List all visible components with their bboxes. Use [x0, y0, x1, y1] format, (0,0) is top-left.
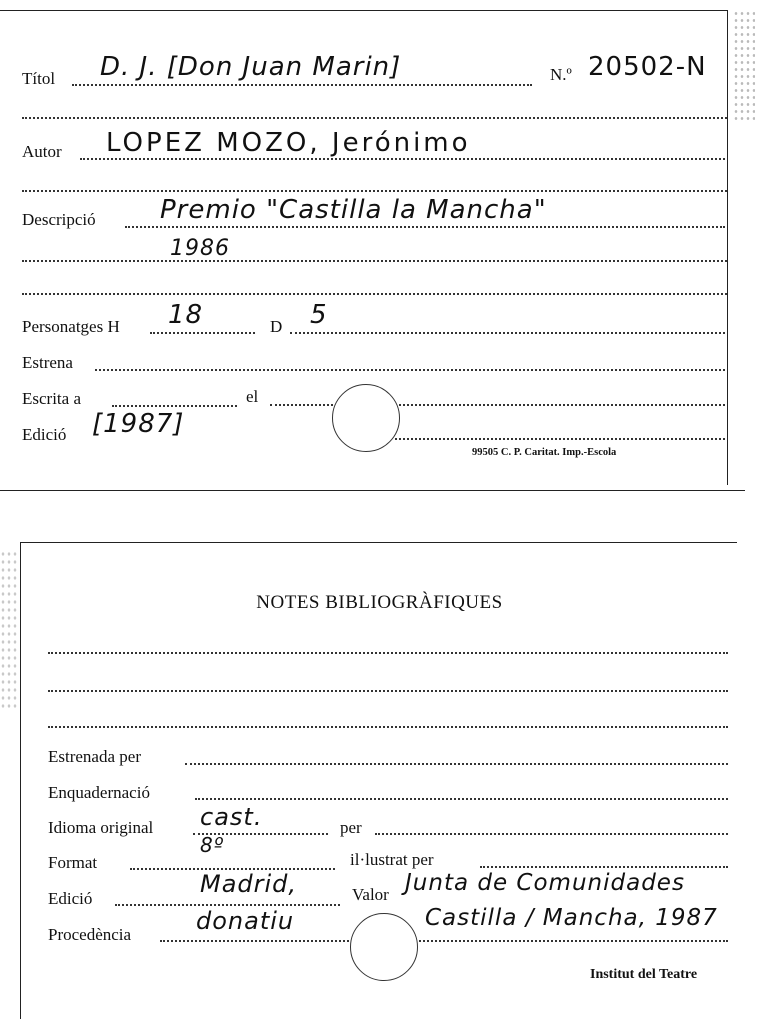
idioma-per-line: [375, 833, 728, 835]
edicio-label: Edició: [22, 425, 67, 444]
personatges-d-label: D: [270, 317, 283, 336]
estrenada-label: Estrenada per: [48, 747, 141, 766]
descripcio-line: [125, 226, 725, 228]
blank-line: [22, 117, 727, 119]
numero-value: 20502-N: [588, 52, 707, 82]
idioma-per-label: per: [340, 818, 362, 837]
personatges-label: Personatges H: [22, 317, 120, 336]
idioma-label: Idioma original: [48, 818, 154, 837]
descripcio-label: Descripció: [22, 210, 96, 229]
illustrat-line: [480, 866, 728, 868]
scan-noise: [0, 550, 18, 710]
autor-label: Autor: [22, 142, 62, 161]
autor-line: [80, 158, 725, 160]
punch-hole: [350, 913, 418, 981]
personatges-d-value: 5: [310, 300, 328, 330]
valor-label: Valor: [352, 885, 389, 904]
personatges-h-value: 18: [168, 300, 204, 330]
edicio-bottom-label: Edició: [48, 889, 93, 908]
personatges-h-line: [150, 332, 255, 334]
valor-value: Junta de Comunidades: [405, 870, 685, 896]
estrena-label: Estrena: [22, 353, 73, 372]
blank-line: [22, 293, 727, 295]
notes-line: [48, 652, 728, 654]
notes-line: [48, 726, 728, 728]
numero-label: N.º: [550, 65, 572, 84]
printer-imprint: 99505 C. P. Caritat. Imp.-Escola: [472, 447, 617, 458]
edicio-bottom-value: Madrid,: [200, 870, 298, 898]
estrena-line: [95, 369, 725, 371]
procedencia-extra-value: Castilla / Mancha, 1987: [425, 905, 718, 931]
titol-line: [72, 84, 532, 86]
titol-label: Títol: [22, 69, 56, 88]
titol-value: D. J. [Don Juan Marin]: [100, 52, 402, 82]
format-label: Format: [48, 853, 98, 872]
institut-stamp: Institut del Teatre: [590, 967, 698, 982]
descripcio-line-2: [22, 260, 727, 262]
edicio-value: [1987]: [92, 409, 185, 439]
edicio-line: [390, 438, 725, 440]
punch-hole: [332, 384, 400, 452]
el-label: el: [246, 387, 259, 406]
notes-heading: NOTES BIBLIOGRÀFIQUES: [256, 592, 503, 613]
scan-noise: [733, 10, 755, 120]
blank-line: [22, 190, 727, 192]
illustrat-label: il·lustrat per: [350, 850, 434, 869]
enquadernacio-label: Enquadernació: [48, 783, 150, 802]
procedencia-value: donatiu: [196, 907, 295, 935]
format-value: 8º: [200, 833, 225, 857]
descripcio-value-line1: Premio "Castilla la Mancha": [160, 195, 547, 225]
escrita-line: [112, 405, 237, 407]
autor-value: LOPEZ MOZO, Jerónimo: [106, 128, 471, 158]
enquadernacio-line: [195, 798, 728, 800]
edicio-bottom-line: [115, 904, 340, 906]
idioma-value: cast.: [200, 803, 263, 831]
notes-line: [48, 690, 728, 692]
procedencia-line: [160, 940, 728, 942]
procedencia-label: Procedència: [48, 925, 132, 944]
card-separator: [0, 490, 745, 491]
personatges-d-line: [290, 332, 725, 334]
escrita-label: Escrita a: [22, 389, 81, 408]
descripcio-value-line2: 1986: [170, 236, 230, 261]
estrenada-line: [185, 763, 728, 765]
